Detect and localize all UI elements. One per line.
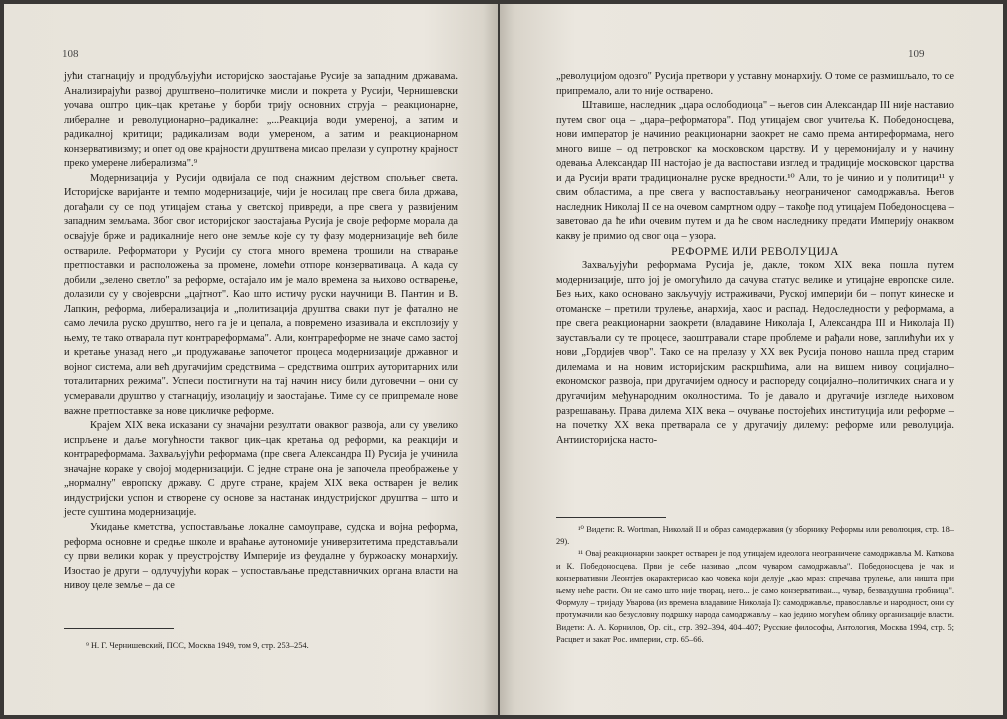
footnotes <box>556 524 954 646</box>
body-text <box>556 70 954 448</box>
left-page <box>4 4 498 715</box>
paragraph: јући стагнацију и продубљујући историјско заостајање Русије за западним државама. Анализирајући развој друштвено–политичке мисли и покрета у Русији, Чернишевски уочава оштро цик–цак кретање у борби трију основних струја – реакционарне, либералне и револуционарно–радикалне: „...Реакција води умереној, а затим и радикалној критици; радикализам води умереном, а затим и реакционарном конзервативизму; и опет од ове крајности друштвена мисао прелази у супротну крајност преко умерене либерализма".⁹ <box>64 71 458 170</box>
paragraph: Укидање кметства, успостављање локалне самоуправе, судска и војна реформа, реформа основне и средње школе и враћање аутономије универзитетима представљали су први велики корак у преустројству Империје из феудалне у буржоаску монархију. Изостао је други – одлучујући корак – успостављање представничких органа власти на нивоу целе земље – да се <box>64 521 458 592</box>
section-heading: РЕФОРМЕ ИЛИ РЕВОЛУЦИЈА <box>671 245 839 258</box>
paragraph: Модернизација у Русији одвијала се под снажним дејством спољњег света. Историјске варијанте и темпо модернизације, чији је носилац пре свега била држава, догађали су се под утицајем стања у светској привреди, а пре свега у развијеним западним земљама. Због свог историјског заостајања Русија је своје реформе морала да освајује брже и радикалније него оне земље које су ту фазу модернизације већ биле остварилe. Реформатори у Русији су стога много времена трошили на стварање претпоставки и расположења за промене, ломећи отпоре конзервативаца. А када су добили „зелено светло" за реформе, остајало им је мало времена за њихово остварење, долазили су у својеврсни „цајтнот". Као што истичу руски научници В. Пантин и В. Лапкин, реформа, либерализација и „политизација друштва сваки пут је фатално не само лечила руско друштво, него га је и цепала, а повремено изазивала и експлозију у њему, те тако отварала пут контрареформама". Али, контрареформе не значе само застој и кретање уназад него „и продужавање започетог процеса модернизације државног и војног система, али већ другачијим средствима – средствима оштрих ауторитарних или тоталитарних режима". Успеси постигнути на тај начин нису били дуговечни – они су усмеравали друштво у стагнацију, изолацију и заостајање. Тиме су се припремале нове важне претпоставке за нове цикличке реформе. <box>64 172 458 417</box>
footnote-divider <box>64 628 174 629</box>
footnotes <box>64 640 458 652</box>
paragraph: Захваљујући реформама Русија је, дакле, током XIX века пошла путем модернизације, што јој је омогућило да сачува статус велике и утицајне европске силе. Без њих, како основано закључују истраживачи, Руској империји би – попут кинеске и отоманске – претили трулење, анархија, хаос и распад. Недоследности у реформама, а пре свега реакционарни заокрети (владавине Николаја I, Александра III и Николаја II) заустављали су те процесе, заоштравали старе проблеме и рађали нове, заплићући их у нови „Гордијев чвор". Тако се на прелазу у XX век Русија поново нашла пред старим дилемама и на новим историјским раскршћима, али на вишем нивоу социјално–економског развоја, при другачијем односу и распореду социјално–политичких снага и у другачијим међународним околностима. То је давало и другачије изгледе њиховом разрешавању. Права дилема XIX века – очување постојећих институција или реформе – на почетку XX века претварала се у другачију дилему: реформе или револуција. Антиисторијска насто- <box>556 260 954 446</box>
body-text <box>64 70 458 594</box>
footnote: ¹⁰ Видети: R. Wortman, Николай II и образ самодержавия (у зборнику Реформы или революция, стр. 18–29). <box>556 525 954 547</box>
right-page <box>500 4 1003 715</box>
page-number: 109 <box>908 48 925 60</box>
footnote: ¹¹ Овај реакционарни заокрет остварен је под утицајем идеолога неограничене самодржавља М. Каткова и К. Победоносцева. Први је себе називао „псом чуваром самодржавља". Победоносцева је чак и конзервативни Леонтјев окарактерисао као човека који делује „као мраз: спречава трулење, али ништа при њему неће расти. Он не само што није творац, него... је само конзервативан..., чувар, безваздушна гробница". Формулу – тријаду Уварова (из времена владавине Николаја I): самодржавље, православље и народност, они су протумачили као безусловну подршку народа самодржављу – као једино могућем облику организације власти. Видети: А. А. Корнилов, Op. cit., стр. 392–394, 404–407; Русские философы, Антология, Москва 1994, стр. 5; Расцвет и закат Рос. империи, стр. 65–66. <box>556 549 954 644</box>
paragraph: Штавише, наследник „цара ослободиоца" – његов син Александар III није наставио путем свог оца – „цара–реформатора". Под утицајем свог учитеља К. Победоносцева, нови император је начинио реакционарни заокрет не само према антиреформама, него много више – од петровског ка московском царству. И у церемонијалу и у начину одевања Александар III настојао је да васпостави изглед и традиције московског царства и да Русији врати традиционалне руске вредности.¹⁰ Али, то је чинио и у политици¹¹ у свим областима, а пре свега у васпостављању неограниченог самодржавља. Његов наследник Николај II се на очевом самртном одру – такође под утицајем Победоносцева – заветовао да ће ићи очевим путем и да ће свом наследнику предати Империју онаквом какву је примио од свог оца – узора. <box>556 100 954 243</box>
footnote-divider <box>556 517 666 518</box>
paragraph: „револуцијом одозго" Русија претвори у уставну монархију. О томе се размишљало, то се припремало, али то није остварено. <box>556 71 954 97</box>
footnote: ⁹ Н. Г. Чернишевский, ПСС, Москва 1949, том 9, стр. 253–254. <box>86 641 309 650</box>
paragraph: Крајем XIX века исказани су значајни резултати оваквог развоја, али су увелико испрљене и даље могућности таквог цик–цак кретања од реформи, ка реакцији и контрареформама. Захваљујући реформама (пре свега Александра II) Русија је учинила значајне кораке у својој модернизацији. С једне стране она је започела преображење у „нормалну" европску државу. С друге стране, крајем XIX века остварен је велик индустријски успон и створене су основе за настанак индустријског друштва – што и јесте суштина модернизације. <box>64 420 458 519</box>
page-number: 108 <box>62 48 79 60</box>
